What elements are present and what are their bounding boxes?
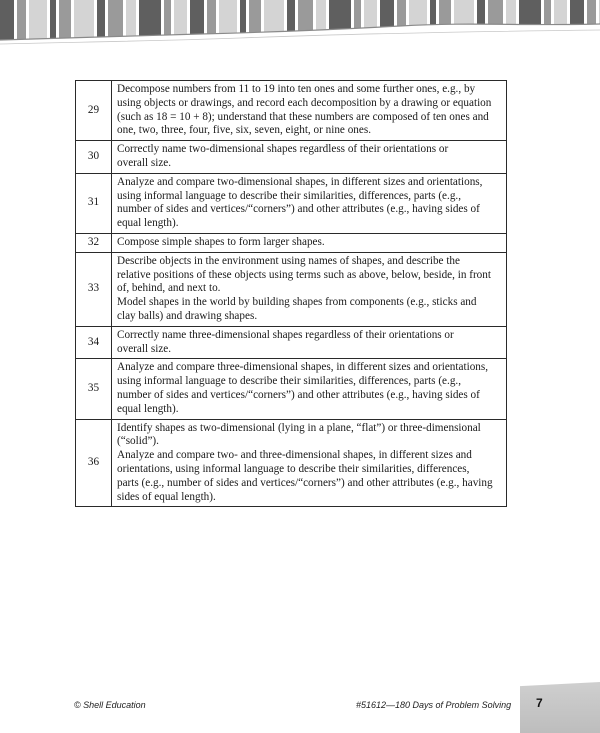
- description-line: using informal language to describe their similarities, differences, parts (e.g.,: [117, 375, 462, 388]
- standard-number: 31: [76, 173, 112, 233]
- header-stripe: [174, 0, 187, 50]
- description-line: Correctly name three-dimensional shapes regardless of their orientations or: [117, 328, 454, 341]
- description-line: Decompose numbers from 11 to 19 into ten ones and some further ones, e.g., by: [117, 83, 476, 95]
- standard-number: 29: [76, 81, 112, 141]
- table-row: [76, 81, 507, 141]
- header-stripe: [0, 0, 14, 50]
- header-stripe: [454, 0, 474, 50]
- description-line: equal length).: [117, 217, 179, 230]
- description-line: Correctly name two-dimensional shapes regardless of their orientations or: [117, 143, 449, 156]
- standard-number: 34: [76, 326, 112, 359]
- header-stripe: [354, 0, 361, 50]
- table-row: [76, 173, 507, 233]
- header-stripe: [190, 0, 204, 50]
- header-decorative-band: [0, 0, 600, 50]
- description-line: Analyze and compare two-dimensional shapes, in different sizes and orientations,: [117, 175, 483, 188]
- header-stripe: [329, 0, 351, 50]
- description-line: (such as 18 = 10 + 8); understand that these numbers are composed of ten ones and: [117, 110, 489, 123]
- table-row: [76, 233, 507, 252]
- standard-number: 30: [76, 141, 112, 174]
- description-line: parts (e.g., number of sides and vertices/“corners”) and other attributes (e.g., having: [117, 476, 493, 489]
- header-stripe: [29, 0, 47, 50]
- table-row: [76, 326, 507, 359]
- header-stripe: [477, 0, 485, 50]
- header-stripe: [164, 0, 171, 50]
- footer-page-tab: [520, 682, 600, 733]
- description-line: Analyze and compare three-dimensional shapes, in different sizes and orientations,: [117, 361, 489, 374]
- description-line: Model shapes in the world by building shapes from components (e.g., sticks and: [117, 296, 477, 309]
- table-row: [76, 252, 507, 326]
- description-line: equal length).: [117, 402, 179, 415]
- standard-number: 35: [76, 359, 112, 419]
- description-line: Analyze and compare two- and three-dimensional shapes, in different sizes and: [117, 449, 472, 462]
- header-stripe: [97, 0, 105, 50]
- description-line: (“solid”).: [117, 435, 159, 448]
- standard-description: [112, 326, 507, 359]
- description-line: number of sides and vertices/“corners”) and other attributes (e.g., having sides of: [117, 203, 480, 216]
- description-line: sides of equal length).: [117, 490, 216, 503]
- header-stripe: [364, 0, 377, 50]
- page-number: 7: [536, 696, 543, 710]
- standard-description: [112, 173, 507, 233]
- standard-description: [112, 233, 507, 252]
- description-line: one, two, three, four, five, six, seven, eight, or nine ones.: [117, 124, 372, 137]
- header-stripe: [249, 0, 261, 50]
- description-line: using objects or drawings, and record each decomposition by a drawing or equation: [117, 96, 492, 109]
- header-stripe: [240, 0, 246, 50]
- footer-book-title: #51612—180 Days of Problem Solving: [356, 700, 512, 710]
- header-stripe: [139, 0, 161, 50]
- standard-description: [112, 252, 507, 326]
- description-line: overall size.: [117, 342, 172, 355]
- header-stripe: [316, 0, 326, 50]
- description-line: of, behind, and next to.: [117, 282, 221, 295]
- standard-number: 36: [76, 419, 112, 507]
- header-stripe: [397, 0, 406, 50]
- header-stripe: [108, 0, 123, 50]
- description-line: Describe objects in the environment using names of shapes, and describe the: [117, 254, 460, 267]
- header-stripe: [298, 0, 313, 50]
- header-stripe: [17, 0, 26, 50]
- table-row: [76, 419, 507, 507]
- description-line: using informal language to describe their similarities, differences, parts (e.g.,: [117, 189, 462, 202]
- standard-number: 32: [76, 233, 112, 252]
- header-stripe: [287, 0, 295, 50]
- footer-publisher: © Shell Education: [74, 700, 146, 710]
- description-line: relative positions of these objects using terms such as above, below, beside, in front: [117, 268, 491, 281]
- description-line: number of sides and vertices/“corners”) and other attributes (e.g., having sides of: [117, 388, 480, 401]
- header-stripe: [380, 0, 394, 50]
- description-line: clay balls) and drawing shapes.: [117, 309, 258, 322]
- table-row: [76, 359, 507, 419]
- header-stripe: [126, 0, 136, 50]
- standard-number: 33: [76, 252, 112, 326]
- standard-description: [112, 419, 507, 507]
- table-row: [76, 141, 507, 174]
- description-line: overall size.: [117, 156, 172, 169]
- description-line: Compose simple shapes to form larger shapes.: [117, 235, 325, 248]
- standards-table: [75, 80, 507, 507]
- header-stripe: [488, 0, 503, 50]
- standard-description: [112, 141, 507, 174]
- standard-description: [112, 359, 507, 419]
- header-stripe: [219, 0, 237, 50]
- description-line: Identify shapes as two-dimensional (lying in a plane, “flat”) or three-dimensional: [117, 421, 481, 434]
- header-stripe: [207, 0, 216, 50]
- header-stripe: [264, 0, 284, 50]
- description-line: orientations, using informal language to describe their similarities, differences,: [117, 462, 470, 475]
- standard-description: [112, 81, 507, 141]
- header-stripe: [587, 0, 596, 50]
